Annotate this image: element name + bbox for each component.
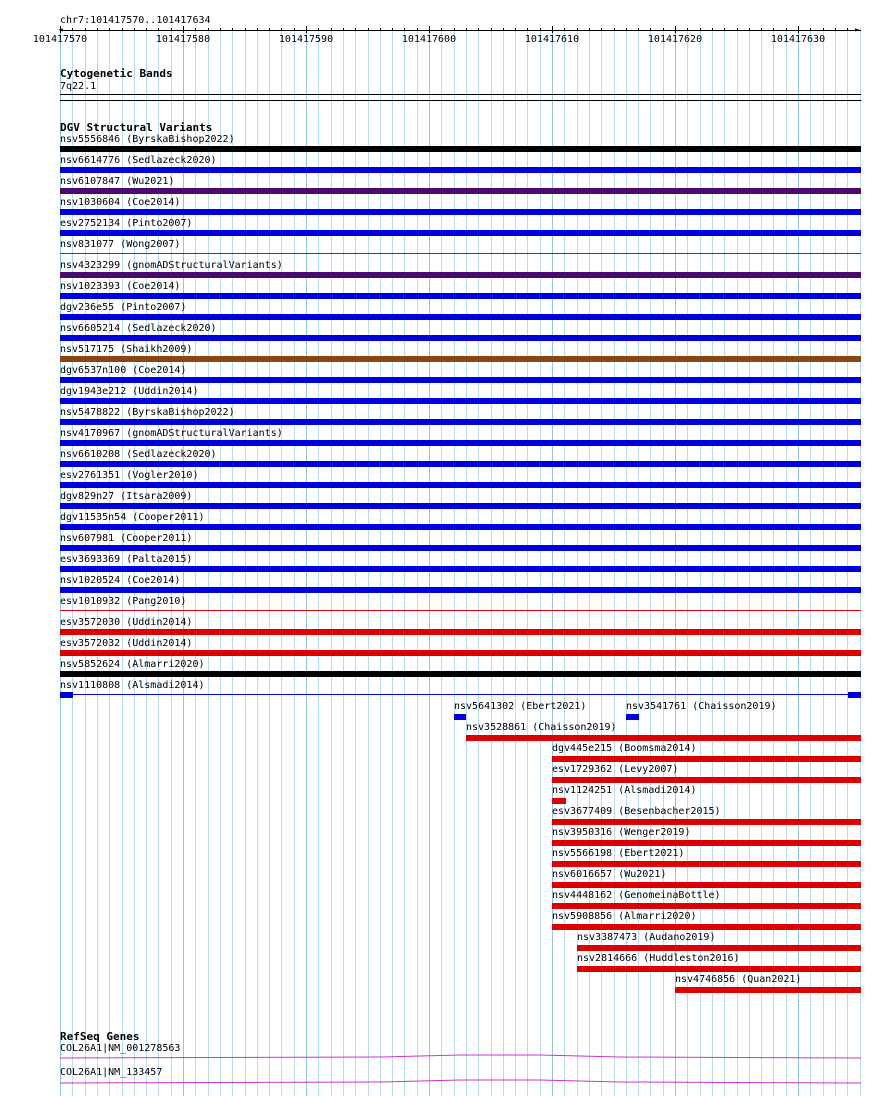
cytoband-bar[interactable]	[60, 94, 861, 95]
ruler-tick	[761, 28, 762, 31]
sv-bar[interactable]	[60, 272, 861, 278]
ruler-tick	[503, 28, 504, 31]
ruler-tick	[700, 28, 701, 31]
dgv-track-title: DGV Structural Variants	[60, 121, 213, 134]
ruler-tick-label: 101417570	[32, 34, 88, 45]
ruler-tick	[540, 28, 541, 31]
gene-label[interactable]: COL26A1|NM_133457	[60, 1067, 163, 1078]
sv-bar[interactable]	[60, 356, 861, 362]
sv-label[interactable]: esv3677409 (Besenbacher2015)	[552, 806, 721, 817]
ruler-tick	[404, 28, 405, 31]
ruler-tick-label: 101417590	[278, 34, 334, 45]
sv-bar[interactable]	[552, 777, 861, 783]
sv-label[interactable]: nsv4448162 (GenomeinaBottle)	[552, 890, 721, 901]
ruler-tick-label: 101417630	[770, 34, 826, 45]
sv-label[interactable]: nsv3541761 (Chaisson2019)	[626, 701, 777, 712]
sv-bar[interactable]	[60, 650, 861, 656]
ruler-tick	[257, 28, 258, 31]
sv-label[interactable]: nsv6016657 (Wu2021)	[552, 869, 667, 880]
sv-bar[interactable]	[626, 714, 639, 720]
ruler-tick	[601, 28, 602, 31]
ruler-tick	[72, 28, 73, 31]
sv-bar[interactable]	[60, 610, 861, 611]
ruler-tick	[85, 28, 86, 31]
sv-bar[interactable]	[60, 671, 861, 677]
ruler-tick	[245, 28, 246, 31]
ruler-tick	[195, 28, 196, 31]
ruler-tick	[614, 28, 615, 31]
ruler-tick	[515, 28, 516, 31]
sv-label[interactable]: nsv517175 (Shaikh2009)	[60, 344, 193, 355]
sv-bar[interactable]	[60, 314, 861, 320]
ruler-tick	[269, 28, 270, 31]
sv-label[interactable]: nsv1110808 (Alsmadi2014)	[60, 680, 205, 691]
sv-bar-segment[interactable]	[60, 692, 73, 698]
ruler-tick	[171, 28, 172, 31]
sv-bar[interactable]	[577, 966, 861, 972]
sv-bar-segment[interactable]	[848, 692, 861, 698]
sv-bar[interactable]	[552, 903, 861, 909]
ruler-tick	[478, 28, 479, 31]
sv-label[interactable]: dgv1943e212 (Uddin2014)	[60, 386, 199, 397]
sv-bar[interactable]	[552, 861, 861, 867]
sv-bar[interactable]	[60, 629, 861, 635]
sv-label[interactable]: esv2761351 (Vogler2010)	[60, 470, 199, 481]
sv-bar[interactable]	[60, 335, 861, 341]
ruler-tick	[712, 28, 713, 31]
sv-label[interactable]: nsv1023393 (Coe2014)	[60, 281, 181, 292]
sv-bar[interactable]	[675, 987, 861, 993]
sv-label[interactable]: nsv6605214 (Sedlazeck2020)	[60, 323, 217, 334]
ruler-tick	[109, 28, 110, 31]
ruler-tick	[638, 28, 639, 31]
ruler-tick	[626, 28, 627, 31]
sv-label[interactable]: nsv607981 (Cooper2011)	[60, 533, 193, 544]
gene-model[interactable]	[60, 1052, 861, 1062]
sv-label[interactable]: nsv5641302 (Ebert2021)	[454, 701, 587, 712]
ruler-tick	[417, 28, 418, 31]
sv-label[interactable]: nsv6614776 (Sedlazeck2020)	[60, 155, 217, 166]
ruler-left-arrow-icon: ◄	[58, 25, 63, 34]
sv-bar[interactable]	[60, 503, 861, 509]
ruler-tick	[786, 28, 787, 31]
ruler-tick-label: 101417580	[155, 34, 211, 45]
ruler-right-arrow-icon: ►	[855, 25, 860, 34]
sv-bar[interactable]	[60, 253, 861, 254]
ruler-tick	[847, 28, 848, 31]
sv-label[interactable]: esv1729362 (Levy2007)	[552, 764, 679, 775]
gene-label[interactable]: COL26A1|NM_001278563	[60, 1043, 181, 1054]
gene-intron-line	[60, 1080, 861, 1083]
sv-label[interactable]: dgv6537n100 (Coe2014)	[60, 365, 187, 376]
sv-bar[interactable]	[552, 924, 861, 930]
sv-bar[interactable]	[552, 756, 861, 762]
sv-bar[interactable]	[552, 840, 861, 846]
ruler-tick	[122, 28, 123, 31]
sv-bar[interactable]	[60, 398, 861, 404]
ruler-tick	[687, 28, 688, 31]
sv-label[interactable]: dgv11535n54 (Cooper2011)	[60, 512, 205, 523]
sv-bar[interactable]	[60, 293, 861, 299]
sv-bar[interactable]	[60, 587, 861, 593]
sv-label[interactable]: nsv6610208 (Sedlazeck2020)	[60, 449, 217, 460]
sv-bar[interactable]	[60, 167, 861, 173]
ruler-tick	[220, 28, 221, 31]
sv-label[interactable]: nsv3387473 (Audano2019)	[577, 932, 716, 943]
ruler-tick	[663, 28, 664, 31]
sv-label[interactable]: nsv3950316 (Wenger2019)	[552, 827, 691, 838]
ruler-tick	[429, 26, 430, 33]
position-label: chr7:101417570..101417634	[60, 15, 211, 26]
sv-label[interactable]: nsv1030604 (Coe2014)	[60, 197, 181, 208]
ruler-tick	[318, 28, 319, 31]
ruler-tick	[208, 28, 209, 31]
ruler-tick	[441, 28, 442, 31]
ruler-tick	[146, 28, 147, 31]
sv-bar[interactable]	[466, 735, 861, 741]
ruler-tick	[589, 28, 590, 31]
ruler-tick	[454, 28, 455, 31]
ruler-tick	[232, 28, 233, 31]
sv-label[interactable]: nsv3528861 (Chaisson2019)	[466, 722, 617, 733]
ruler-tick	[306, 26, 307, 33]
sv-bar[interactable]	[60, 461, 861, 467]
sv-bar[interactable]	[552, 882, 861, 888]
sv-bar[interactable]	[60, 419, 861, 425]
ruler-tick	[134, 28, 135, 31]
sv-bar[interactable]	[577, 945, 861, 951]
sv-label[interactable]: esv3572030 (Uddin2014)	[60, 617, 193, 628]
ruler-tick	[577, 28, 578, 31]
ruler-tick	[355, 28, 356, 31]
ruler-tick	[392, 28, 393, 31]
sv-bar[interactable]	[60, 377, 861, 383]
sv-label[interactable]: dgv829n27 (Itsara2009)	[60, 491, 193, 502]
ruler-tick	[527, 28, 528, 31]
sv-label[interactable]: nsv5908856 (Almarri2020)	[552, 911, 697, 922]
sv-label[interactable]: nsv5566198 (Ebert2021)	[552, 848, 685, 859]
sv-label[interactable]: nsv4323299 (gnomADStructuralVariants)	[60, 260, 283, 271]
ruler-tick	[835, 28, 836, 31]
refseq-track-title: RefSeq Genes	[60, 1030, 140, 1043]
sv-label[interactable]: nsv2814666 (Huddleston2016)	[577, 953, 740, 964]
gene-model[interactable]	[60, 1077, 861, 1087]
ruler-tick	[773, 28, 774, 31]
sv-label[interactable]: nsv4746856 (Quan2021)	[675, 974, 802, 985]
sv-label[interactable]: nsv5556846 (ByrskaBishop2022)	[60, 134, 235, 145]
sv-label[interactable]: nsv831077 (Wong2007)	[60, 239, 181, 250]
sv-label[interactable]: dgv236e55 (Pinto2007)	[60, 302, 187, 313]
sv-label[interactable]: dgv445e215 (Boomsma2014)	[552, 743, 697, 754]
ruler-tick	[380, 28, 381, 31]
sv-bar[interactable]	[552, 819, 861, 825]
gene-intron-line	[60, 1055, 861, 1058]
ruler-tick-label: 101417620	[647, 34, 703, 45]
ruler-tick	[281, 28, 282, 31]
sv-label[interactable]: esv3693369 (Palta2015)	[60, 554, 193, 565]
ruler-tick	[368, 28, 369, 31]
cytoband-label[interactable]: 7q22.1	[60, 81, 97, 92]
ruler-tick	[343, 28, 344, 31]
sv-bar[interactable]	[60, 440, 861, 446]
sv-label[interactable]: nsv4170967 (gnomADStructuralVariants)	[60, 428, 283, 439]
ruler-tick	[650, 28, 651, 31]
ruler-tick	[294, 28, 295, 31]
sv-bar[interactable]	[60, 146, 861, 152]
ruler-tick	[798, 26, 799, 33]
sv-bar[interactable]	[454, 714, 466, 720]
ruler-tick	[491, 28, 492, 31]
sv-bar[interactable]	[552, 798, 566, 804]
track-divider	[60, 100, 861, 101]
sv-bar[interactable]	[60, 230, 861, 236]
sv-bar[interactable]	[60, 482, 861, 488]
ruler-tick	[823, 28, 824, 31]
ruler-tick	[158, 28, 159, 31]
sv-label[interactable]: esv3572032 (Uddin2014)	[60, 638, 193, 649]
sv-label[interactable]: nsv1020524 (Coe2014)	[60, 575, 181, 586]
sv-bar[interactable]	[60, 566, 861, 572]
ruler-tick	[810, 28, 811, 31]
ruler-tick	[97, 28, 98, 31]
sv-bar[interactable]	[60, 188, 861, 194]
sv-label[interactable]: nsv5852624 (Almarri2020)	[60, 659, 205, 670]
ruler-tick	[724, 28, 725, 31]
sv-label[interactable]: nsv5478822 (ByrskaBishop2022)	[60, 407, 235, 418]
ruler-tick-label: 101417600	[401, 34, 457, 45]
sv-label[interactable]: esv2752134 (Pinto2007)	[60, 218, 193, 229]
ruler-tick	[737, 28, 738, 31]
ruler-tick	[466, 28, 467, 31]
sv-label[interactable]: nsv6107847 (Wu2021)	[60, 176, 175, 187]
sv-label[interactable]: esv1010932 (Pang2010)	[60, 596, 187, 607]
ruler-tick	[675, 26, 676, 33]
ruler-tick	[183, 26, 184, 33]
ruler-tick	[331, 28, 332, 31]
ruler-tick	[564, 28, 565, 31]
ruler-tick	[749, 28, 750, 31]
sv-bar[interactable]	[60, 545, 861, 551]
sv-bar[interactable]	[60, 524, 861, 530]
sv-bar[interactable]	[60, 209, 861, 215]
sv-bar[interactable]	[60, 694, 861, 695]
cytoband-track-title: Cytogenetic Bands	[60, 67, 173, 80]
ruler-axis	[60, 30, 861, 31]
ruler-tick-label: 101417610	[524, 34, 580, 45]
ruler-tick	[552, 26, 553, 33]
sv-label[interactable]: nsv1124251 (Alsmadi2014)	[552, 785, 697, 796]
